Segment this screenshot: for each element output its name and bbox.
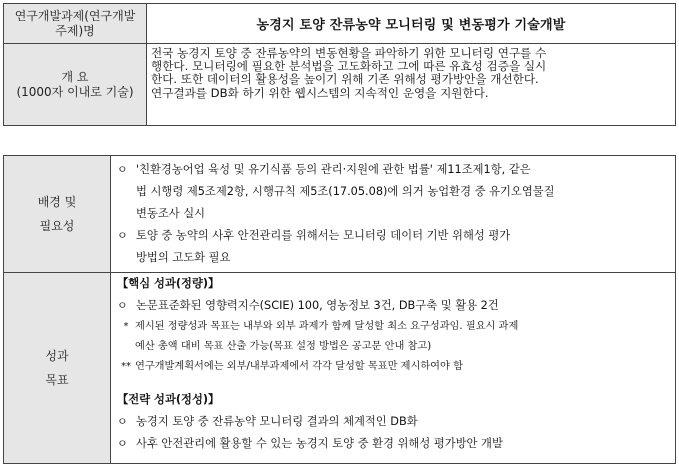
summary-line: 전국 농경지 토양 중 잔류농약의 변동현황을 파악하기 위한 모니터링 연구를 수 <box>151 47 547 60</box>
background-content <box>111 156 676 273</box>
summary-line: 행한다. 모니터링에 필요한 분석법을 고도화하고 그에 따른 유효성 검증을 실시 <box>151 60 547 74</box>
circle-bullet-icon: ㅇ <box>117 415 128 428</box>
background-item-1 <box>117 159 671 181</box>
background-text: 토양 중 농약의 사후 안전관리를 위해서는 모니터링 데이터 기반 위해성 평가 <box>136 229 511 242</box>
circle-bullet-icon: ㅇ <box>117 163 128 176</box>
strategy-item-2 <box>117 433 671 455</box>
overview-table <box>3 3 676 126</box>
note-text: 제시된 정량성과 목표는 내부와 외부 과제가 함께 달성할 최소 요구성과임. 필요시 과제 <box>135 321 519 332</box>
note-text: 연구개발계획서에는 외부/내부과제에서 각각 달성할 목표만 제시하여야 함 <box>135 361 463 372</box>
note-text: 예산 총액 대비 목표 산출 가능(목표 설정 방법은 공고문 안내 참고) <box>135 341 432 352</box>
goals-row <box>4 273 676 464</box>
strategy-item-1 <box>117 411 671 433</box>
task-title: 농경지 토양 잔류농약 모니터링 및 변동평가 기술개발 <box>147 4 676 44</box>
strategy-item-text: 농경지 토양 중 잔류농약 모니터링 결과의 체계적인 DB화 <box>136 415 418 428</box>
note-1 <box>117 317 671 337</box>
background-text: 방법의 고도화 필요 <box>136 251 231 264</box>
core-item-text: 논문표준화된 영향력지수(SCIE) 100, 영농정보 3건, DB구축 및 활용 2건 <box>136 299 499 312</box>
background-item-2 <box>117 225 671 247</box>
summary-label <box>4 44 147 126</box>
asterisk-icon: * <box>123 321 129 332</box>
circle-bullet-icon: ㅇ <box>117 299 128 312</box>
goals-label <box>4 273 111 464</box>
double-asterisk-icon: ** <box>121 361 131 372</box>
task-name-label <box>4 4 147 44</box>
task-name-row <box>4 4 676 44</box>
goals-content <box>111 273 676 464</box>
details-table <box>3 155 676 464</box>
core-item <box>117 295 671 317</box>
circle-bullet-icon: ㅇ <box>117 437 128 450</box>
background-row <box>4 156 676 273</box>
summary-line: 한다. 또한 데이터의 활용성을 높이기 위해 기존 위해성 평가방안을 개선한다. <box>151 73 539 87</box>
background-label <box>4 156 111 273</box>
note-2 <box>117 357 671 377</box>
spacer <box>117 377 671 389</box>
strategy-performance-header: 【전략 성과(정성)】 <box>117 393 220 406</box>
strategy-item-text: 사후 안전관리에 활용할 수 있는 농경지 토양 중 환경 위해성 평가방안 개발 <box>136 437 503 450</box>
goals-label-text: 성과 목표 <box>45 349 69 387</box>
summary-text <box>147 44 676 126</box>
summary-line: 연구결과를 DB화 하기 위한 웹시스템의 지속적인 운영을 지원한다. <box>151 86 489 100</box>
circle-bullet-icon: ㅇ <box>117 229 128 242</box>
background-text: 법 시행령 제5조제2항, 시행규칙 제5조(17.05.08)에 의거 농업환경 중 유기오염물질 <box>136 185 555 198</box>
task-name-label-text: 연구개발과제(연구개발주제)명 <box>14 8 136 38</box>
background-label-text: 배경 및 필요성 <box>37 195 77 233</box>
core-performance-header: 【핵심 성과(정량)】 <box>117 277 220 290</box>
summary-label-text: 개 요 (1000자 이내로 기술) <box>16 69 134 99</box>
summary-row <box>4 44 676 126</box>
background-text: '친환경농어업 육성 및 유기식품 등의 관리·지원에 관한 법률' 제11조제1항, 같은 <box>136 163 531 176</box>
background-text: 변동조사 실시 <box>136 207 206 220</box>
